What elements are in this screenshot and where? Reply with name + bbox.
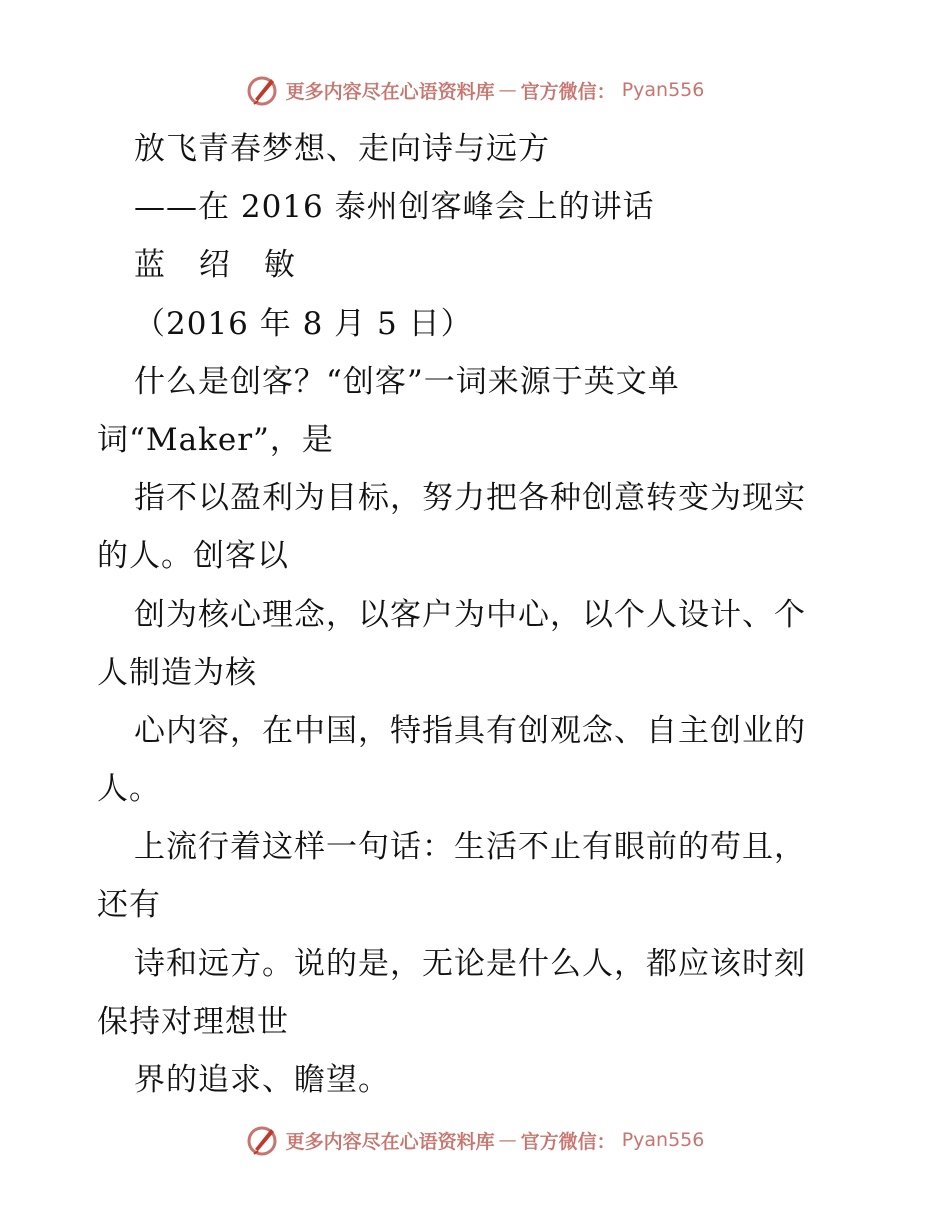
document-subtitle: ——在 2016 泰州创客峰会上的讲话: [134, 189, 655, 226]
document-title: 放飞青春梦想、走向诗与远方: [134, 131, 550, 167]
banner-site-text: 更多内容尽在心语资料库: [285, 80, 495, 103]
banner-wechat-label: 官方微信：: [520, 80, 616, 103]
text-line: 保持对理想世: [97, 1003, 289, 1040]
banner-wechat-id: Pyan556: [621, 79, 705, 101]
banner-site-text: 更多内容尽在心语资料库: [285, 1130, 495, 1153]
text-line: 还有: [97, 887, 161, 924]
banner-wechat-label: 官方微信：: [520, 1130, 616, 1153]
text-line: 人。: [97, 771, 161, 808]
footer-banner: [0, 1120, 950, 1160]
text-line: 词“Maker”，是: [97, 421, 334, 458]
banner-wechat-id: Pyan556: [621, 1129, 705, 1151]
text-line: 心内容，在中国，特指具有创观念、自主创业的: [134, 712, 806, 749]
text-line: 界的追求、瞻望。: [134, 1062, 390, 1098]
text-line: 指不以盈利为目标，努力把各种创意转变为现实: [134, 480, 806, 517]
document-author: 蓝 绍 敏: [134, 247, 307, 284]
document-date: （2016 年 8 月 5 日）: [134, 305, 473, 342]
banner-dash: —: [498, 1129, 517, 1151]
banner-dash: —: [498, 79, 517, 101]
document-paragraphs: [97, 353, 857, 1109]
text-line: 什么是创客？“创客”一词来源于英文单: [134, 363, 680, 400]
text-line: 创为核心理念，以客户为中心，以个人设计、个: [134, 596, 806, 633]
text-line: 上流行着这样一句话：生活不止有眼前的苟且，: [134, 829, 806, 866]
quill-pen-logo-icon: [246, 73, 280, 107]
text-line: 的人。创客以: [97, 538, 289, 575]
text-line: 诗和远方。说的是，无论是什么人，都应该时刻: [134, 945, 806, 982]
document-body: [97, 120, 857, 1109]
quill-pen-logo-icon: [246, 1123, 280, 1157]
header-banner: [0, 70, 950, 110]
text-line: 人制造为核: [97, 654, 257, 691]
